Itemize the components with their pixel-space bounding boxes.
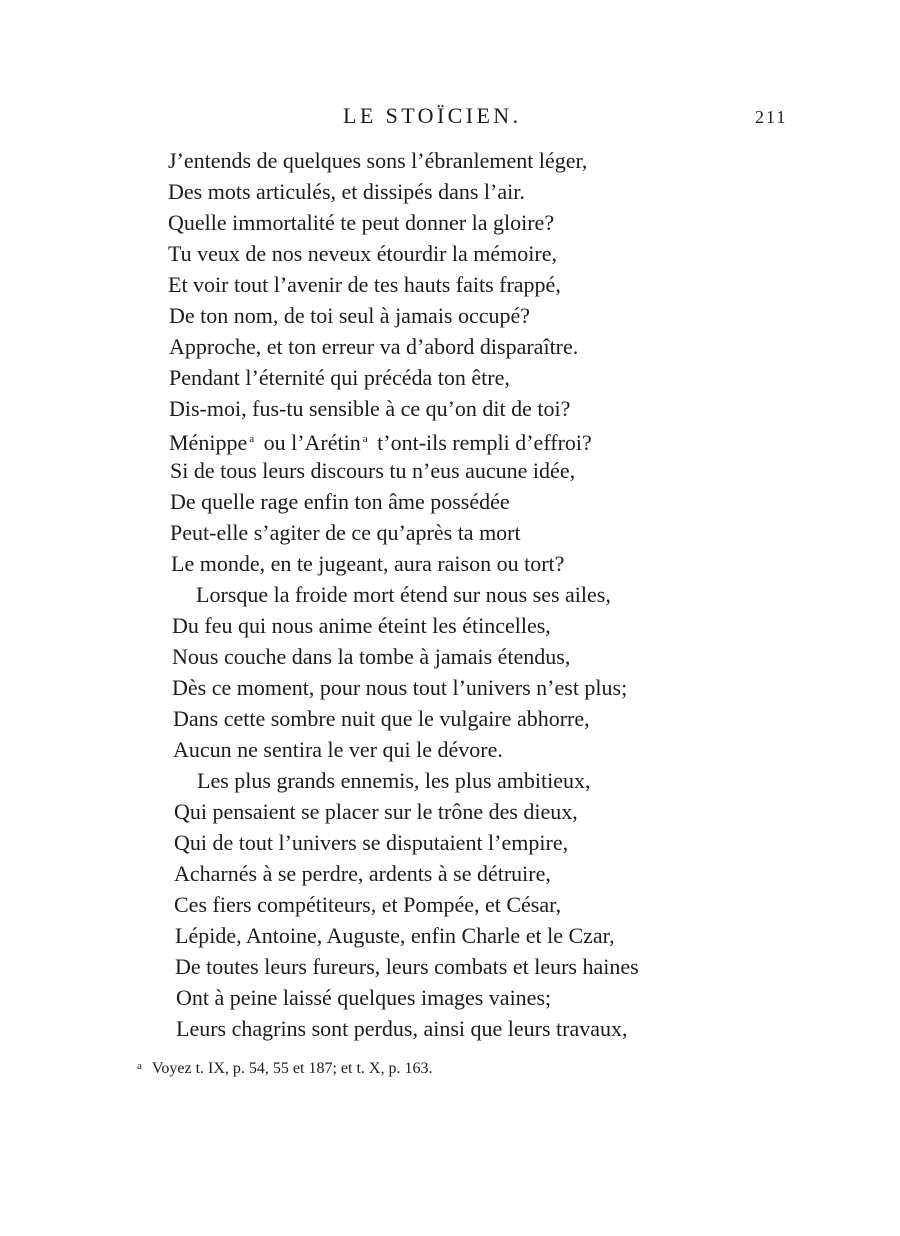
- verse-line: [0, 579, 900, 610]
- verse-line: [0, 765, 900, 796]
- verse-text: Qui pensaient se placer sur le trône des dieux,: [174, 799, 578, 824]
- verse-text: Dès ce moment, pour nous tout l’univers n’est plus;: [172, 675, 628, 700]
- footnote: [137, 1060, 432, 1078]
- verse-line: [0, 393, 900, 424]
- verse-line: [0, 145, 900, 176]
- verse-text: Acharnés à se perdre, ardents à se détruire,: [174, 861, 551, 886]
- verse-text: Nous couche dans la tombe à jamais étendus,: [172, 644, 571, 669]
- verse-line: [0, 517, 900, 548]
- verse-text: Quelle immortalité te peut donner la gloire?: [168, 210, 555, 235]
- verse-line: [0, 176, 900, 207]
- verse-fragment: Ménippe: [169, 430, 248, 455]
- verse-line: [0, 486, 900, 517]
- verse-text: J’entends de quelques sons l’ébranlement léger,: [168, 148, 588, 173]
- verse-text: Ont à peine laissé quelques images vaines;: [176, 985, 552, 1010]
- running-head: [0, 103, 900, 133]
- verse-line: [0, 734, 900, 765]
- verse-line: [0, 424, 900, 455]
- verse-text: Lorsque la froide mort étend sur nous ses ailes,: [196, 582, 611, 607]
- verse-line: [0, 858, 900, 889]
- verse-line: [0, 331, 900, 362]
- verse-line: [0, 951, 900, 982]
- verse-text: De ton nom, de toi seul à jamais occupé?: [169, 303, 531, 328]
- page-title: LE STOÏCIEN.: [343, 103, 522, 128]
- verse-line: [0, 796, 900, 827]
- verse-text: De quelle rage enfin ton âme possédée: [170, 489, 510, 514]
- footnote-marker: a: [137, 1060, 142, 1072]
- verse-line: [0, 610, 900, 641]
- verse-text: Lépide, Antoine, Auguste, enfin Charle et le Czar,: [175, 923, 615, 948]
- verse-fragment: ou l’Arétin: [258, 430, 361, 455]
- verse-fragment: t’ont-ils rempli d’effroi?: [371, 430, 592, 455]
- verse-line: [0, 238, 900, 269]
- verse-line: [0, 703, 900, 734]
- verse-line: [0, 982, 900, 1013]
- verse-text: [169, 424, 592, 458]
- verse-line: [0, 1013, 900, 1044]
- verse-text: Approche, et ton erreur va d’abord disparaître.: [169, 334, 579, 359]
- verse-text: Et voir tout l’avenir de tes hauts faits frappé,: [168, 272, 561, 297]
- verse-text: Peut-elle s’agiter de ce qu’après ta mort: [170, 520, 521, 545]
- verse-line: [0, 889, 900, 920]
- verse-text: Aucun ne sentira le ver qui le dévore.: [173, 737, 503, 762]
- page-number: 211: [755, 107, 788, 127]
- verse-text: Leurs chagrins sont perdus, ainsi que leurs travaux,: [176, 1016, 628, 1041]
- verse-text: Pendant l’éternité qui précéda ton être,: [169, 365, 510, 390]
- verse-line: [0, 300, 900, 331]
- footnote-text: Voyez t. IX, p. 54, 55 et 187; et t. X, p. 163.: [151, 1060, 433, 1077]
- verse-text: Qui de tout l’univers se disputaient l’empire,: [174, 830, 569, 855]
- verse-line: [0, 641, 900, 672]
- verse-text: Du feu qui nous anime éteint les étincelles,: [172, 613, 551, 638]
- verse-line: [0, 269, 900, 300]
- verse-line: [0, 827, 900, 858]
- verse-text: De toutes leurs fureurs, leurs combats et leurs haines: [175, 954, 639, 979]
- verse-text: Tu veux de nos neveux étourdir la mémoire,: [168, 241, 557, 266]
- verse-text: Le monde, en te jugeant, aura raison ou tort?: [171, 551, 565, 576]
- verse-text: Si de tous leurs discours tu n’eus aucune idée,: [170, 458, 576, 483]
- poem-verses: [0, 145, 900, 1044]
- verse-line: [0, 207, 900, 238]
- verse-line: [0, 672, 900, 703]
- footnote-reference: a: [362, 433, 368, 445]
- verse-line: [0, 920, 900, 951]
- verse-line: [0, 548, 900, 579]
- verse-text: Dis-moi, fus-tu sensible à ce qu’on dit de toi?: [169, 396, 571, 421]
- verse-line: [0, 455, 900, 486]
- verse-text: Les plus grands ennemis, les plus ambitieux,: [197, 768, 591, 793]
- verse-line: [0, 362, 900, 393]
- verse-text: Des mots articulés, et dissipés dans l’air.: [168, 179, 525, 204]
- footnote-reference: a: [249, 433, 255, 445]
- verse-text: Ces fiers compétiteurs, et Pompée, et César,: [174, 892, 562, 917]
- verse-text: Dans cette sombre nuit que le vulgaire abhorre,: [173, 706, 590, 731]
